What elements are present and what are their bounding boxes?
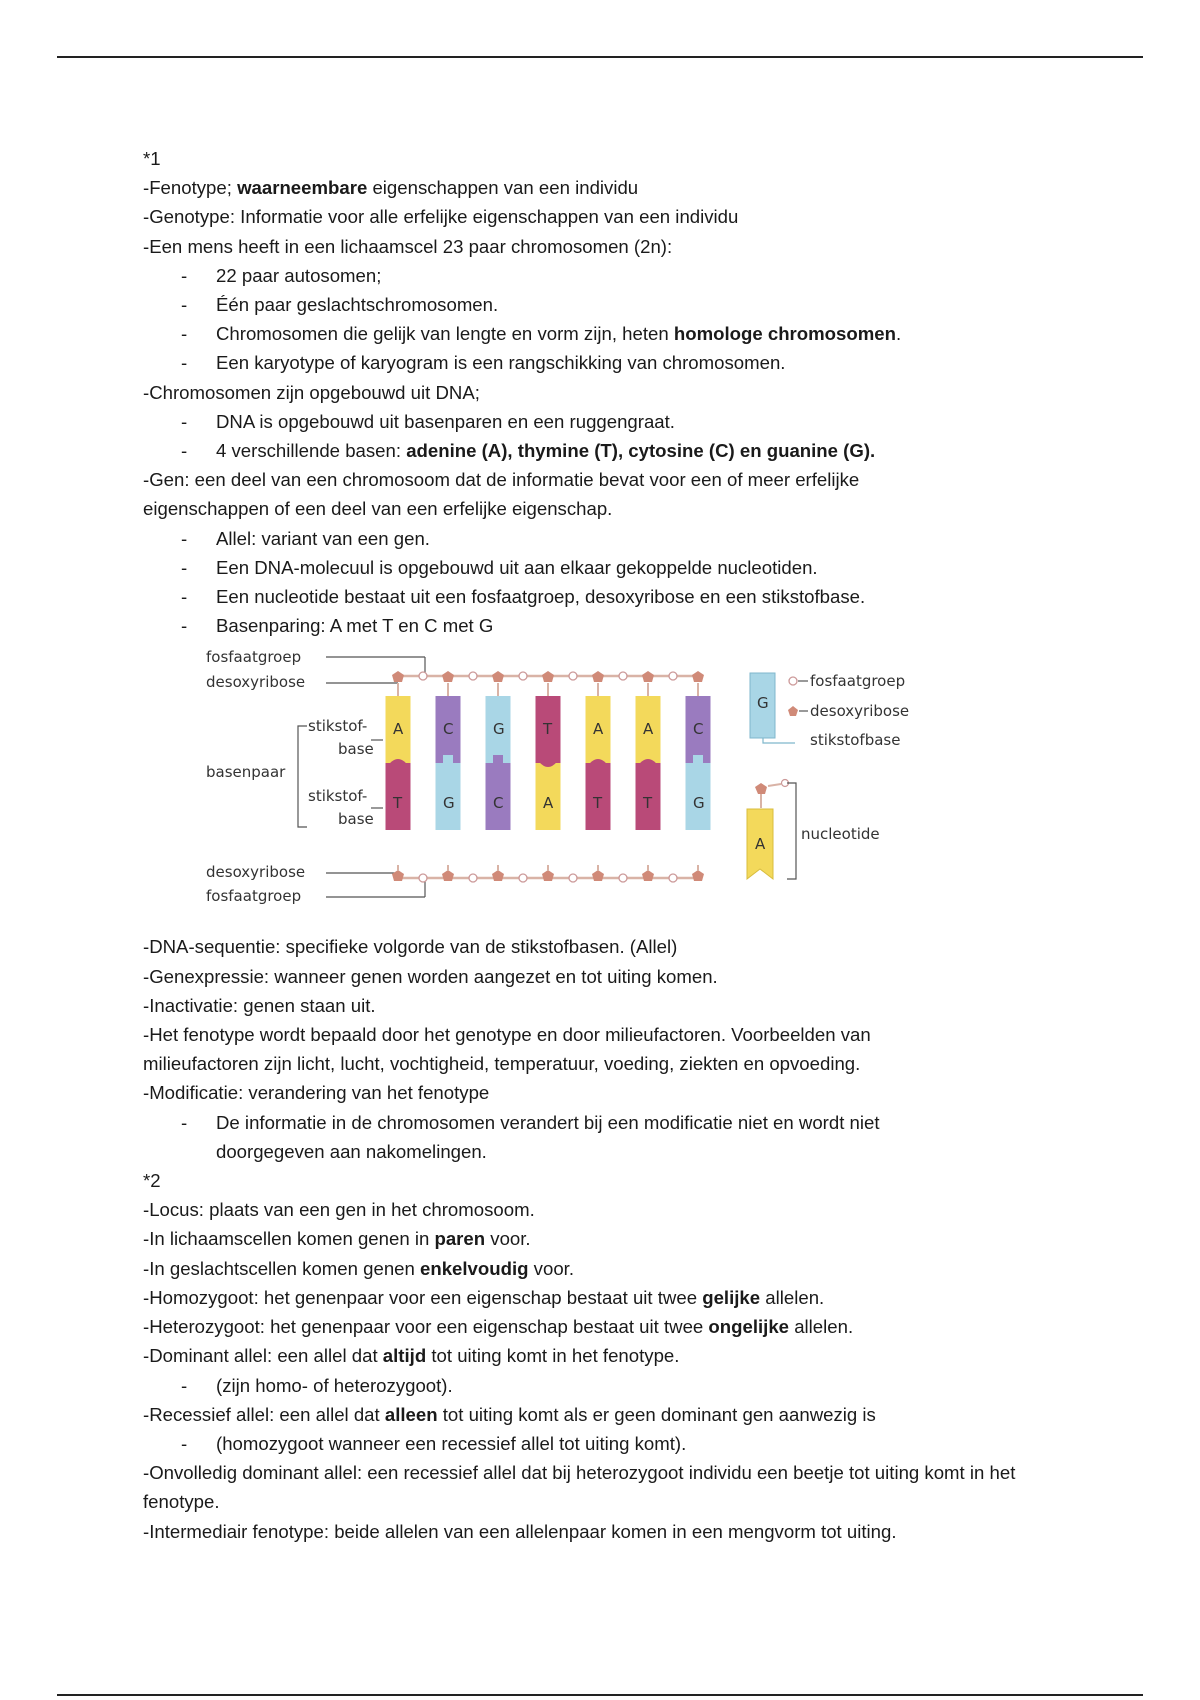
- bullet-geslachtschromosomen: - Één paar geslachtschromosomen.: [143, 290, 1083, 319]
- line-chromosomen: -Chromosomen zijn opgebouwd uit DNA;: [143, 381, 480, 403]
- base-letter-top: A: [393, 720, 404, 739]
- bullet-karyotype: - Een karyotype of karyogram is een rangschikking van chromosomen.: [143, 348, 1083, 377]
- phosphate-icon: [469, 874, 477, 882]
- line-onvolledig-dominant: -Onvolledig dominant allel: een recessief allel dat bij heterozygoot individu een beetje tot uiting komt in het fenotype.: [143, 1462, 1016, 1513]
- sugar-icon: [392, 870, 404, 881]
- base-letter-top: C: [693, 720, 704, 739]
- base-pairs: [386, 696, 711, 830]
- phosphate-icon: [569, 672, 577, 680]
- bullet-homologe: [143, 319, 1083, 348]
- dna-diagram-svg: [143, 643, 1083, 928]
- text: voor.: [485, 1228, 531, 1250]
- label-fosfaatgroep-bottom: fosfaatgroep: [206, 887, 302, 906]
- section-marker-1: *1: [143, 148, 161, 169]
- document-body: [143, 144, 1083, 1546]
- label-desoxyribose-bottom: desoxyribose: [206, 863, 306, 882]
- bullet-basenparen: - DNA is opgebouwd uit basenparen en een ruggengraat.: [143, 407, 1083, 436]
- base-letter-bottom: G: [443, 794, 455, 813]
- phosphate-icon: [619, 874, 627, 882]
- sugar-icon: [692, 671, 704, 682]
- phosphate-icon: [419, 672, 427, 680]
- bold-term: gelijke: [702, 1286, 761, 1308]
- text: allelen.: [789, 1316, 854, 1338]
- legend-fosfaatgroep: fosfaatgroep: [810, 672, 906, 691]
- sugar-icon: [642, 870, 654, 881]
- nucleotide-sugar-icon: [755, 783, 767, 794]
- bullet-autosomen: - 22 paar autosomen;: [143, 261, 1083, 290]
- legend-sugar-icon: [788, 706, 798, 716]
- phosphate-icon: [519, 874, 527, 882]
- nucleotide-base-letter: A: [755, 835, 766, 854]
- text: .: [895, 323, 902, 345]
- sugar-icon: [692, 870, 704, 881]
- bullet-recessief-note: - (homozygoot wanneer een recessief allel tot uiting komt).: [143, 1429, 1083, 1458]
- dna-diagram: [143, 643, 1083, 928]
- bullet-allel: - Allel: variant van een gen.: [143, 524, 1083, 553]
- text: -Homozygoot: het genenpaar voor een eigenschap bestaat uit twee: [143, 1286, 703, 1308]
- line-heterozygoot: [143, 1312, 1083, 1341]
- base-pair-joint: [443, 755, 453, 763]
- bold-term: altijd: [382, 1345, 427, 1367]
- bold-term: adenine (A), thymine (T), cytosine (C) en guanine (G).: [406, 440, 876, 462]
- base-pair-joint: [493, 755, 503, 763]
- bold-term: homologe chromosomen: [673, 323, 896, 345]
- base-letter-bottom: G: [693, 794, 705, 813]
- line-gen: -Gen: een deel van een chromosoom dat de informatie bevat voor een of meer erfelijke eigenschappen of een deel van een erfelijke eigenschap.: [143, 469, 860, 520]
- label-stikstof-top-b: base: [338, 740, 374, 759]
- legend-desoxyribose: desoxyribose: [810, 702, 910, 721]
- line-dna-sequentie: -DNA-sequentie: specifieke volgorde van de stikstofbasen. (Allel): [143, 936, 678, 958]
- bold-term: enkelvoudig: [420, 1257, 529, 1279]
- base-letter-top: A: [593, 720, 604, 739]
- line-genotype: -Genotype: Informatie voor alle erfelijke eigenschappen van een individu: [143, 206, 739, 228]
- line-recessief: [143, 1400, 1083, 1429]
- sugar-icon: [642, 671, 654, 682]
- text: 4 verschillende basen:: [216, 440, 407, 462]
- text: tot uiting komt in het fenotype.: [426, 1345, 680, 1367]
- section-marker-2: *2: [143, 1170, 161, 1192]
- sugar-icon: [492, 671, 504, 682]
- line-homozygoot: [143, 1283, 1083, 1312]
- line-intermediair: -Intermediair fenotype: beide allelen van een allelenpaar komen in een mengvorm tot uiting.: [143, 1520, 897, 1542]
- line-milieufactoren: -Het fenotype wordt bepaald door het genotype en door milieufactoren. Voorbeelden van milieufactoren zijn licht, lucht, vochtigheid, temperatuur, voeding, ziekten en opvoeding.: [143, 1024, 871, 1075]
- base-pair-joint: [693, 755, 703, 763]
- text: -Recessief allel: een allel dat: [143, 1403, 385, 1425]
- header-rule: [57, 56, 1143, 58]
- base-letter-top: G: [493, 720, 505, 739]
- bullet-dominant-note: - (zijn homo- of heterozygoot).: [143, 1371, 1083, 1400]
- label-stikstof-bottom-b: base: [338, 810, 374, 829]
- sugar-icon: [542, 870, 554, 881]
- text: Chromosomen die gelijk van lengte en vorm zijn, heten: [216, 323, 674, 345]
- base-letter-bottom: T: [643, 794, 653, 813]
- sugar-icon: [592, 671, 604, 682]
- base-letter-top: A: [643, 720, 654, 739]
- text: -Fenotype;: [143, 177, 238, 199]
- label-basenpaar: basenpaar: [206, 763, 286, 782]
- label-stikstof-bottom-a: stikstof-: [308, 787, 368, 806]
- phosphate-icon: [569, 874, 577, 882]
- label-stikstof-top-a: stikstof-: [308, 717, 368, 736]
- text: eigenschappen van een individu: [367, 177, 639, 199]
- phosphate-icon: [619, 672, 627, 680]
- line-fenotype: [143, 173, 1083, 202]
- phosphate-icon: [669, 874, 677, 882]
- text: tot uiting komt als er geen dominant gen aanwezig is: [437, 1403, 876, 1425]
- phosphate-icon: [669, 672, 677, 680]
- sugar-icon: [592, 870, 604, 881]
- base-letter-bottom: T: [393, 794, 403, 813]
- footer-rule: [57, 1694, 1143, 1696]
- text: voor.: [528, 1257, 574, 1279]
- phosphate-icon: [519, 672, 527, 680]
- text: -Heterozygoot: het genenpaar voor een eigenschap bestaat uit twee: [143, 1316, 709, 1338]
- bold-term: ongelijke: [708, 1316, 790, 1338]
- legend-base-letter: G: [757, 694, 769, 713]
- bullet-modificatie-info: - De informatie in de chromosomen verandert bij een modificatie niet en wordt niet doorgegeven aan nakomelingen.: [143, 1108, 986, 1166]
- line-lichaamscellen: [143, 1224, 1083, 1253]
- sugar-icon: [442, 870, 454, 881]
- bullet-basenparing: - Basenparing: A met T en C met G: [143, 611, 1083, 640]
- base-letter-bottom: A: [543, 794, 554, 813]
- base-letter-top: T: [543, 720, 553, 739]
- line-genexpressie: -Genexpressie: wanneer genen worden aangezet en tot uiting komen.: [143, 965, 718, 987]
- line-geslachtscellen: [143, 1254, 1083, 1283]
- bullet-basen: [143, 436, 1083, 465]
- base-letter-top: C: [443, 720, 454, 739]
- legend-stikstofbase: stikstofbase: [810, 731, 901, 750]
- phosphate-icon: [469, 672, 477, 680]
- line-modificatie: -Modificatie: verandering van het fenotype: [143, 1082, 490, 1104]
- label-nucleotide: nucleotide: [801, 825, 880, 844]
- bold-term: alleen: [384, 1403, 438, 1425]
- line-mens: -Een mens heeft in een lichaamscel 23 paar chromosomen (2n):: [143, 235, 673, 257]
- sugar-icon: [392, 671, 404, 682]
- line-locus: -Locus: plaats van een gen in het chromosoom.: [143, 1199, 535, 1221]
- bold-term: paren: [434, 1228, 486, 1250]
- text: -In geslachtscellen komen genen: [143, 1257, 421, 1279]
- label-fosfaatgroep-top: fosfaatgroep: [206, 648, 302, 667]
- bullet-nucleotide: - Een nucleotide bestaat uit een fosfaatgroep, desoxyribose en een stikstofbase.: [143, 582, 1083, 611]
- text: -In lichaamscellen komen genen in: [143, 1228, 435, 1250]
- base-letter-bottom: T: [593, 794, 603, 813]
- label-desoxyribose-top: desoxyribose: [206, 673, 306, 692]
- legend-phosphate-icon: [789, 677, 797, 685]
- base-letter-bottom: C: [493, 794, 504, 813]
- line-inactivatie: -Inactivatie: genen staan uit.: [143, 994, 376, 1016]
- sugar-icon: [492, 870, 504, 881]
- bullet-dna-molecuul: - Een DNA-molecuul is opgebouwd uit aan elkaar gekoppelde nucleotiden.: [143, 553, 1083, 582]
- phosphate-icon: [419, 874, 427, 882]
- text: allelen.: [760, 1286, 825, 1308]
- bold-term: waarneembare: [237, 177, 368, 199]
- sugar-icon: [542, 671, 554, 682]
- line-dominant: [143, 1341, 1083, 1370]
- sugar-icon: [442, 671, 454, 682]
- text: -Dominant allel: een allel dat: [143, 1345, 383, 1367]
